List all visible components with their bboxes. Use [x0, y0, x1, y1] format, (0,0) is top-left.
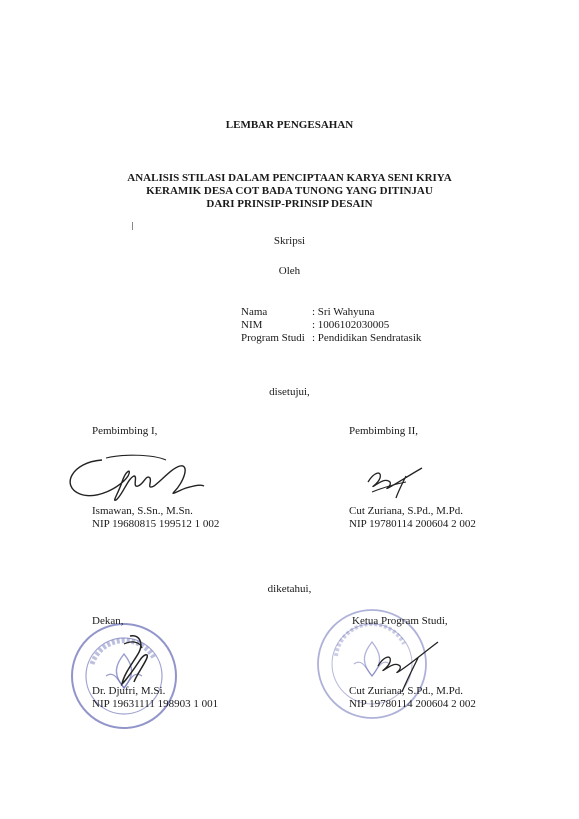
by-label: Oleh [278, 265, 301, 277]
program-value: : Pendidikan Sendratasik [312, 332, 422, 344]
program-label: Program Studi [241, 332, 305, 344]
student-program-row [241, 332, 421, 345]
program-head-name: Cut Zuriana, S.Pd., M.Pd. [349, 685, 463, 697]
nim-value: : 1006102030005 [312, 319, 390, 331]
thesis-title-line-1: ANALISIS STILASI DALAM PENCIPTAAN KARYA SENI KRIYA [127, 172, 452, 184]
document-type: Skripsi [273, 235, 306, 247]
supervisor-2-nip: NIP 19780114 200604 2 002 [349, 518, 476, 530]
supervisor-2-info [349, 505, 476, 531]
name-value: : Sri Wahyuna [312, 306, 375, 318]
supervisor-2-role: Pembimbing II, [349, 425, 419, 437]
thesis-title [0, 172, 579, 211]
dean-role: Dekan, [92, 615, 124, 627]
thesis-title-line-3: DARI PRINSIP-PRINSIP DESAIN [206, 198, 373, 210]
acknowledged-label: diketahui, [267, 583, 312, 595]
student-nim-row [241, 319, 421, 332]
approved-label: disetujui, [269, 386, 310, 398]
page-heading: LEMBAR PENGESAHAN [225, 119, 354, 131]
dean-info [92, 685, 218, 711]
supervisor-1-nip: NIP 19680815 199512 1 002 [92, 518, 220, 530]
student-info [241, 306, 421, 345]
supervisor-1-info [92, 505, 219, 531]
program-head-nip: NIP 19780114 200604 2 002 [349, 698, 476, 710]
supervisor-2-signature [362, 462, 442, 502]
nim-label: NIM [241, 319, 263, 331]
supervisor-1-role: Pembimbing I, [92, 425, 158, 437]
name-label: Nama [241, 306, 268, 318]
student-name-row [241, 306, 421, 319]
program-head-role: Ketua Program Studi, [352, 615, 448, 627]
supervisor-2-name: Cut Zuriana, S.Pd., M.Pd. [349, 505, 463, 517]
dean-signature [110, 630, 160, 690]
supervisor-1-name: Ismawan, S.Sn., M.Sn. [92, 505, 193, 517]
thesis-title-line-2: KERAMIK DESA COT BADA TUNONG YANG DITINJAU [146, 185, 433, 197]
supervisor-1-signature [62, 448, 222, 508]
dean-name: Dr. Djufri, M.Si. [92, 685, 166, 697]
margin-mark [132, 222, 133, 230]
dean-nip: NIP 19631111 198903 1 001 [92, 698, 219, 710]
program-head-info [349, 685, 476, 711]
